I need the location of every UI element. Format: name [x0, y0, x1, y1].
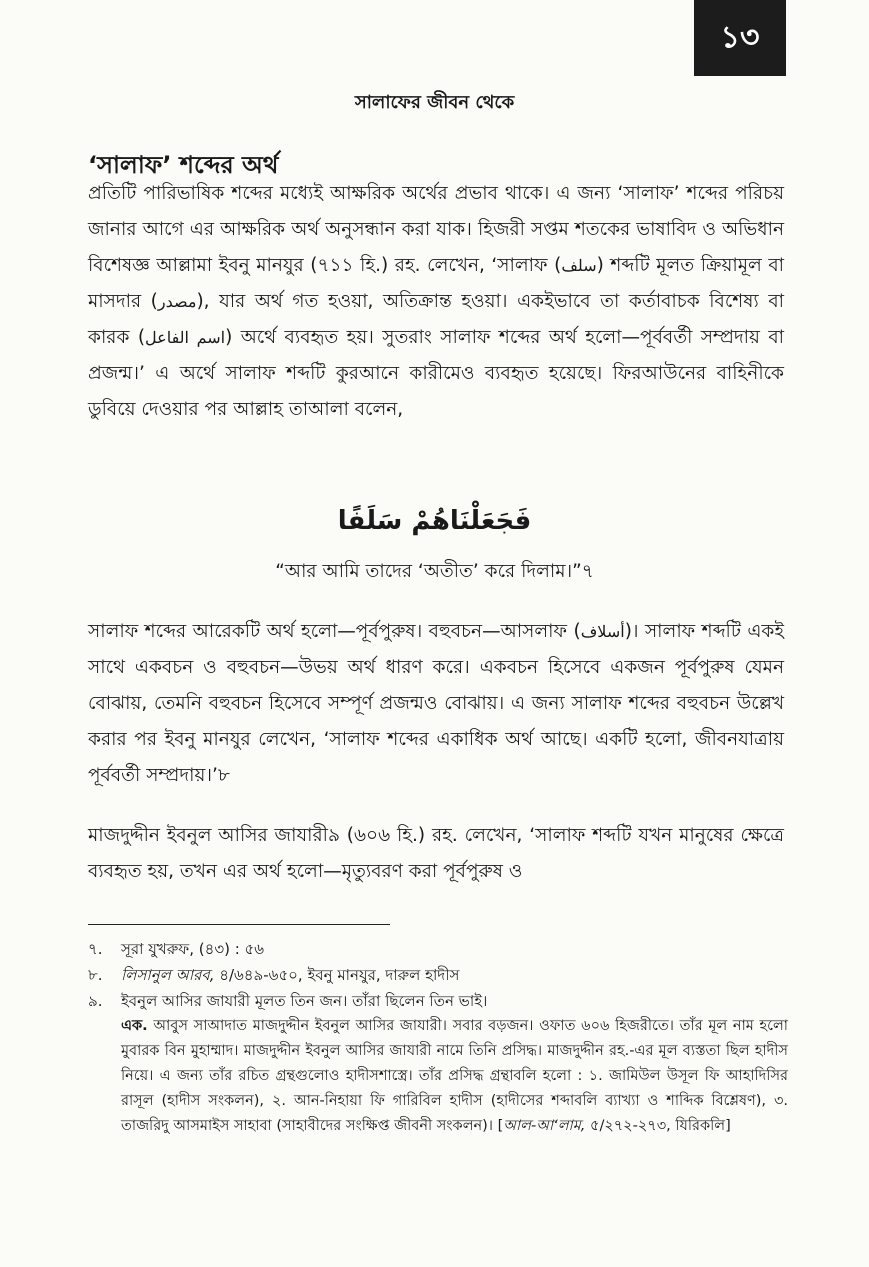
verse-translation: “আর আমি তাদের ‘অতীত’ করে দিলাম।”৭: [275, 561, 594, 582]
footnote-number: ৭.: [88, 940, 103, 958]
arabic-term: مصدر: [157, 292, 197, 311]
text-run: ) শব্দটি মূলত ক্রিয়ামূল বা মাসদার (: [88, 255, 784, 312]
text-run: সালাফ শব্দের আরেকটি অর্থ হলো—পূর্বপুরুষ। বহুবচন—আসলাফ (: [88, 621, 581, 642]
footnote-8: [88, 962, 788, 988]
running-head: সালাফের জীবন থেকে: [354, 92, 515, 113]
text-run: ), যার অর্থ গত হওয়া, অতিক্রান্ত হওয়া। একইভাবে তা কর্তাবাচক বিশেষ্য বা কারক (: [88, 291, 785, 348]
footnote-text: [121, 962, 788, 988]
text-run: প্রতিটি পারিভাষিক শব্দের মধ্যেই আক্ষরিক অর্থের প্রভাব থাকে। এ জন্য ‘সালাফ’ শব্দের পরিচয় জানার আগে এর আক্ষরিক অর্থ অনুসন্ধান করা যাক। হিজরী সপ্তম শতকের ভাষাবিদ ও অভিধান বিশেষজ্ঞ আল্লামা ইবনু মানযুর (৭১১ হি.) রহ. লেখেন, ‘সালাফ (: [88, 183, 784, 276]
footnote-body-text: আবুস সাআদাত মাজদুদ্দীন ইবনুল আসির জাযারী। সবার বড়জন। ওফাত ৬০৬ হিজরীতে। তাঁর মূল নাম হলো মুবারক বিন মুহাম্মাদ। মাজদুদ্দীন ইবনুল আসির জাযারী নামে তিনি প্রসিদ্ধ। মাজদুদ্দীন রহ.-এর মূল ব্যস্ততা ছিল হাদীস নিয়ে। এ জন্য তাঁর রচিত গ্রন্থগুলোও হাদীসশাস্ত্রে। তাঁর প্রসিদ্ধ গ্রন্থাবলি হলো : ১. জামিউল উসূল ফি আহাদিসির রাসূল (হাদীস সংকলন), ২. আন-নিহায়া ফি গারিবিল হাদীস (হাদীসের শব্দাবলি ব্যাখ্যা ও শাব্দিক বিশ্লেষণ), ৩. তাজরিদু আসমাইস সাহাবা (সাহাবীদের সংক্ষিপ্ত জীবনী সংকলন)। [: [121, 1018, 788, 1134]
footnote-citation: ৪/৬৪৯-৬৫০, ইবনু মানযুর, দারুল হাদীস: [214, 966, 460, 984]
footnote-text: সূরা যুখরুফ, (৪৩) : ৫৬: [121, 940, 265, 958]
footnote-text: ইবনুল আসির জাযারী মূলত তিন জন। তাঁরা ছিলেন তিন ভাই।: [121, 992, 488, 1010]
footnote-9: [88, 988, 788, 1014]
footnote-number: ৮.: [88, 966, 103, 984]
paragraph-1: [88, 176, 784, 428]
page-number: ১৩: [694, 0, 786, 76]
footnote-divider: [88, 924, 390, 925]
reference-title: আল-আ‘লাম,: [503, 1118, 586, 1134]
text-run: )। সালাফ শব্দটি একই সাথে একবচন ও বহুবচন—উভয় অর্থ ধারণ করে। একবচন হিসেবে একজন পূর্বপুরুষ যেমন বোঝায়, তেমনি বহুবচন হিসেবে সম্পূর্ণ প্রজন্মও বোঝায়। এ জন্য সালাফ শব্দের বহুবচন উল্লেখ করার পর ইবনু মানযুর লেখেন, ‘সালাফ শব্দের একাধিক অর্থ আছে। একটি হলো, জীবনযাত্রায় পূর্ববর্তী সম্প্রদায়।’৮: [88, 621, 784, 786]
section-title: ‘সালাফ’ শব্দের অর্থ: [88, 151, 279, 179]
footnote-9-body: [121, 1014, 788, 1139]
text-run: ) অর্থে ব্যবহৃত হয়। সুতরাং সালাফ শব্দের অর্থ হলো—পূর্ববর্তী সম্প্রদায় বা প্রজন্ম।’ এ অর্থে সালাফ শব্দটি কুরআনে কারীমেও ব্যবহৃত হয়েছে। ফিরআউনের বাহিনীকে ডুবিয়ে দেওয়ার পর আল্লাহ তাআলা বলেন,: [88, 327, 784, 420]
arabic-term: اسم الفاعل: [145, 328, 226, 347]
footnote-lead: এক.: [121, 1018, 148, 1034]
quran-verse-arabic: فَجَعَلْنَاهُمْ سَلَفًا: [337, 506, 532, 536]
book-title: লিসানুল আরব,: [121, 966, 215, 984]
arabic-term: سلف: [561, 256, 597, 275]
footnote-number: ৯.: [88, 992, 103, 1010]
paragraph-2: [88, 614, 784, 794]
arabic-term: أسلاف: [580, 622, 625, 641]
reference-rest: ৫/২৭২-২৭৩, যিরিকলি]: [585, 1118, 731, 1134]
paragraph-3: মাজদুদ্দীন ইবনুল আসির জাযারী৯ (৬০৬ হি.) রহ. লেখেন, ‘সালাফ শব্দটি যখন মানুষের ক্ষেত্রে ব্যবহৃত হয়, তখন এর অর্থ হলো—মৃত্যুবরণ করা পূর্বপুরুষ ও: [88, 825, 784, 882]
footnotes: [88, 936, 788, 1139]
footnote-7: [88, 936, 788, 962]
